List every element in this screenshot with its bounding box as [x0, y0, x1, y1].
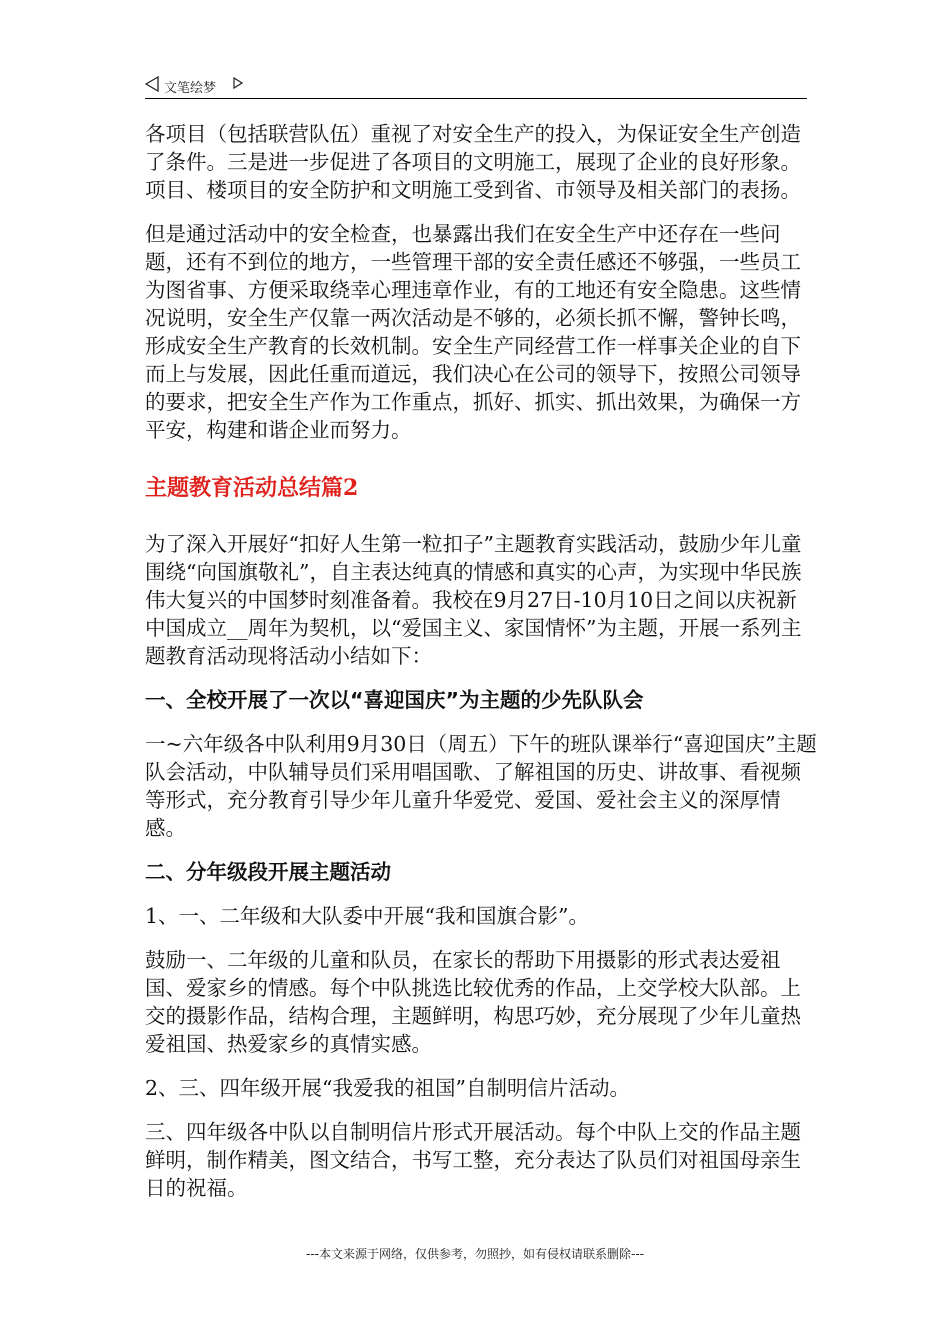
- subsection-heading: 一、全校开展了一次以“喜迎国庆”为主题的少先队队会: [145, 688, 644, 712]
- section-heading: 主题教育活动总结篇2: [145, 475, 359, 501]
- paragraph: 三、四年级各中队以自制明信片形式开展活动。每个中队上交的作品主题鲜明，制作精美，图文结合，书写工整，充分表达了队员们对祖国母亲生日的祝福。: [145, 1120, 801, 1200]
- header-brand: 文笔绘梦: [164, 81, 217, 96]
- footer-disclaimer: ---本文来源于网络，仅供参考，勿照抄，如有侵权请联系删除---: [306, 1247, 644, 1261]
- paragraph: 1、一、二年级和大队委中开展“我和国旗合影”。: [145, 904, 590, 928]
- triangle-right-icon: [233, 77, 243, 89]
- document-body: [145, 120, 817, 1218]
- paragraph: 鼓励一、二年级的儿童和队员，在家长的帮助下用摄影的形式表达爱祖国、爱家乡的情感。每个中队挑选比较优秀的作品，上交学校大队部。上交的摄影作品，结构合理，主题鲜明，构思巧妙，充分展现了少年儿童热爱祖国、热爱家乡的真情实感。: [145, 948, 801, 1056]
- paragraph: 一~六年级各中队利用9月30日（周五）下午的班队课举行“喜迎国庆”主题队会活动，中队辅导员们采用唱国歌、了解祖国的历史、讲故事、看视频等形式，充分教育引导少年儿童升华爱党、爱国、爱社会主义的深厚情感。: [145, 732, 817, 840]
- triangle-left-icon: [145, 76, 159, 92]
- paragraph: 2、三、四年级开展“我爱我的祖国”自制明信片活动。: [145, 1076, 631, 1100]
- paragraph: 为了深入开展好“扣好人生第一粒扣子”主题教育实践活动，鼓励少年儿童围绕“向国旗敬礼”，自主表达纯真的情感和真实的心声，为实现中华民族伟大复兴的中国梦时刻准备着。我校在9月27日-10月10日之间以庆祝新中国成立__周年为契机，以“爱国主义、家国情怀”为主题，开展一系列主题教育活动现将活动小结如下：: [145, 532, 802, 668]
- paragraph: 各项目（包括联营队伍）重视了对安全生产的投入，为保证安全生产创造了条件。三是进一步促进了各项目的文明施工，展现了企业的良好形象。项目、楼项目的安全防护和文明施工受到省、市领导及相关部门的表扬。: [145, 122, 801, 202]
- subsection-heading: 二、分年级段开展主题活动: [145, 860, 391, 884]
- paragraph: 但是通过活动中的安全检查，也暴露出我们在安全生产中还存在一些问题，还有不到位的地方，一些管理干部的安全责任感还不够强，一些员工为图省事、方便采取绕幸心理违章作业，有的工地还有安全隐患。这些情况说明，安全生产仅靠一两次活动是不够的，必须长抓不懈，警钟长鸣，形成安全生产教育的长效机制。安全生产同经营工作一样事关企业的自下而上与发展，因此任重而道远，我们决心在公司的领导下，按照公司领导的要求，把安全生产作为工作重点，抓好、抓实、抓出效果，为确保一方平安，构建和谐企业而努力。: [145, 222, 801, 442]
- page-header: [145, 74, 807, 99]
